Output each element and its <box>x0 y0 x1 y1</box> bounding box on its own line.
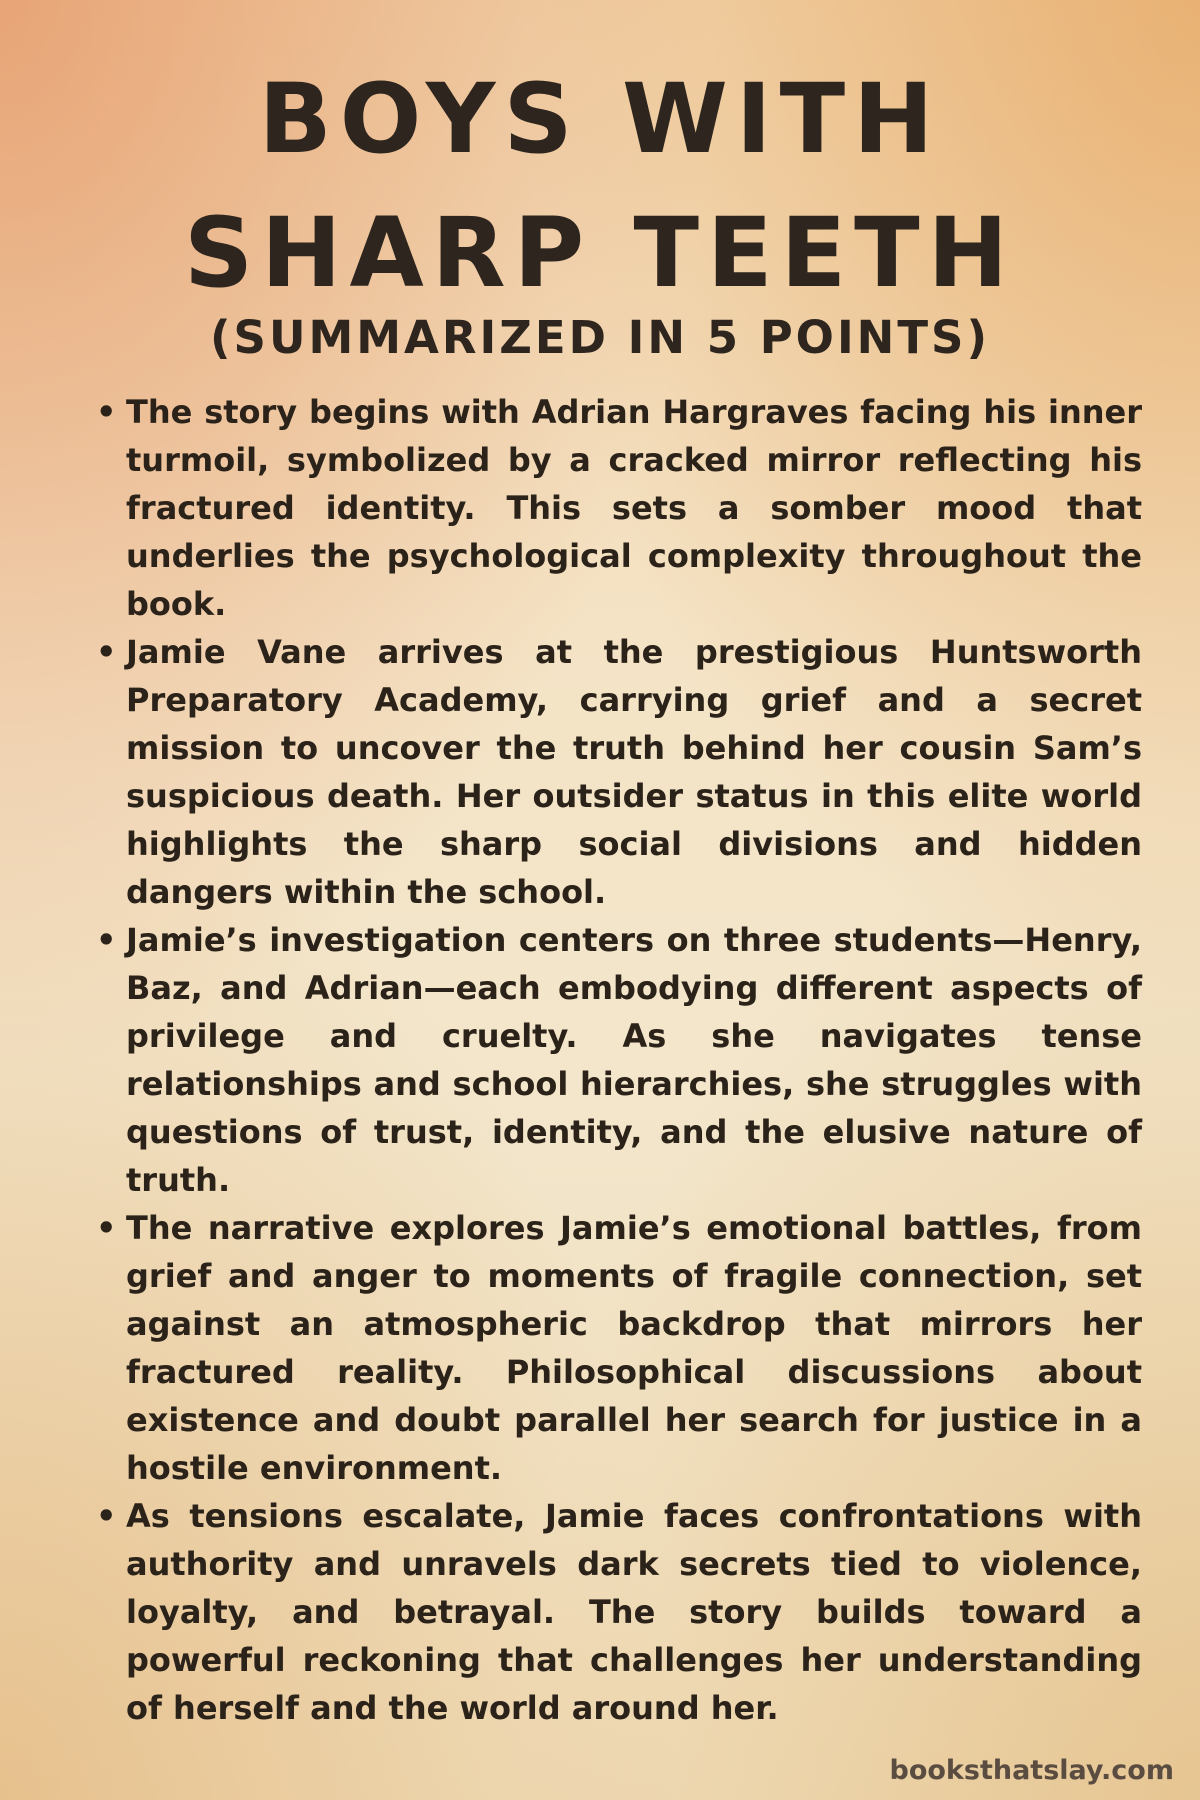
summary-point-text: As tensions escalate, Jamie faces confrontations with authority and unravels dark secrets tied to violence, loyalty, and betrayal. The story builds toward a powerful reckoning that challenges her understanding of herself and the world around her. <box>126 1497 1142 1727</box>
summary-point-text: The narrative explores Jamie’s emotional battles, from grief and anger to moments of fragile connection, set against an atmospheric backdrop that mirrors her fractured reality. Philosophical discussions about existence and doubt parallel her search for justice in a hostile environment. <box>126 1209 1142 1487</box>
bullet-icon: • <box>96 1497 117 1535</box>
summary-point-text: The story begins with Adrian Hargraves facing his inner turmoil, symbolized by a cracked mirror reflecting his fractured identity. This sets a somber mood that underlies the psychological complexity throughout the book. <box>126 393 1142 623</box>
summary-point-5 <box>96 1492 1142 1732</box>
website-link[interactable]: booksthatslay.com <box>889 1755 1174 1786</box>
poster-subtitle: (SUMMARIZED IN 5 POINTS) <box>209 311 991 364</box>
bullet-icon: • <box>96 633 117 671</box>
bullet-icon: • <box>96 1209 117 1247</box>
summary-point-text: Jamie’s investigation centers on three students—Henry, Baz, and Adrian—each embodying different aspects of privilege and cruelty. As she navigates tense relationships and school hierarchies, she struggles with questions of trust, identity, and the elusive nature of truth. <box>126 921 1142 1199</box>
summary-points-list <box>96 388 1142 1732</box>
summary-point-4 <box>96 1204 1142 1492</box>
poster-title: BOYS WITH SHARP TEETH <box>184 63 1016 309</box>
bullet-icon: • <box>96 921 117 959</box>
bullet-icon: • <box>96 393 117 431</box>
summary-point-text: Jamie Vane arrives at the prestigious Huntsworth Preparatory Academy, carrying grief and a secret mission to uncover the truth behind her cousin Sam’s suspicious death. Her outsider status in this elite world highlights the sharp social divisions and hidden dangers within the school. <box>126 633 1142 911</box>
summary-point-1 <box>96 388 1142 628</box>
summary-point-3 <box>96 916 1142 1204</box>
summary-point-2 <box>96 628 1142 916</box>
